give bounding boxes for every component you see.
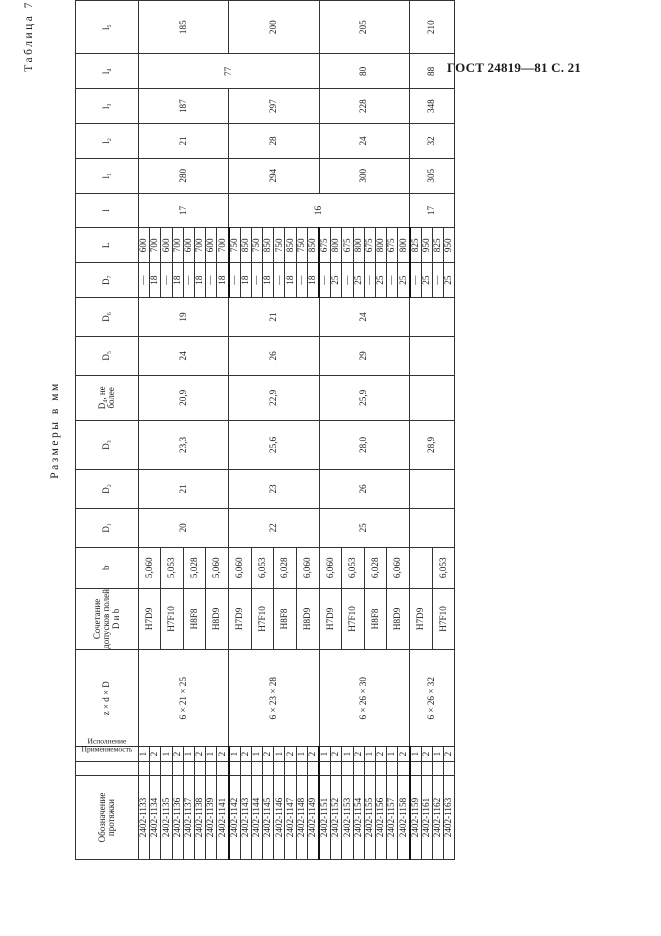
col-designation: Обозначение протяжки: [76, 776, 139, 860]
tolerance-cell: H8F8: [364, 588, 386, 649]
version-cell: 2: [240, 747, 251, 761]
l4-cell: 88: [410, 54, 455, 89]
designation-cell: 2402-1144: [251, 776, 262, 860]
version-cell: 2: [398, 747, 410, 761]
L-cell: 950: [444, 228, 455, 263]
D3-cell: 25,6: [229, 420, 320, 469]
zdD-cell: 6 × 23 × 28: [229, 650, 320, 747]
l4-cell: 80: [319, 54, 410, 89]
L-cell: 850: [307, 228, 319, 263]
table-row: [229, 1, 241, 860]
l2-cell: 28: [229, 124, 320, 159]
D7-cell: —: [229, 263, 241, 298]
L-cell: 800: [353, 228, 364, 263]
l3-cell: 228: [319, 89, 410, 124]
designation-cell: 2402-1134: [150, 776, 161, 860]
version-cell: 2: [444, 747, 455, 761]
D7-cell: 18: [285, 263, 296, 298]
designation-cell: 2402-1148: [296, 776, 307, 860]
designation-cell: 2402-1161: [421, 776, 432, 860]
L-cell: 750: [274, 228, 285, 263]
col-L: L: [76, 228, 139, 263]
D5-cell: 29: [319, 336, 410, 375]
D1-cell: 20: [139, 508, 229, 547]
designation-cell: 2402-1145: [263, 776, 274, 860]
designation-cell: 2402-1162: [432, 776, 443, 860]
D1-cell: 22: [229, 508, 320, 547]
designation-cell: 2402-1155: [364, 776, 375, 860]
designation-cell: 2402-1142: [229, 776, 241, 860]
page-header: ГОСТ 24819—81 С. 21: [447, 60, 581, 75]
application-cell: [161, 761, 172, 775]
designation-cell: 2402-1135: [161, 776, 172, 860]
col-D6: D₆: [76, 298, 139, 337]
l-cell: 17: [410, 193, 455, 228]
D7-cell: 25: [353, 263, 364, 298]
D7-cell: —: [161, 263, 172, 298]
designation-cell: 2402-1146: [274, 776, 285, 860]
version-cell: 1: [319, 747, 331, 761]
table-row: [139, 1, 150, 860]
table-row: [410, 1, 422, 860]
tolerance-cell: H8D9: [387, 588, 410, 649]
rotated-table-area: [23, 0, 577, 860]
col-l5: l₅: [76, 1, 139, 54]
col-tolerance: Сочетание допусков полей D и b: [76, 588, 139, 649]
L-cell: 600: [183, 228, 194, 263]
designation-cell: 2402-1163: [444, 776, 455, 860]
D4-cell: 20,9: [139, 375, 229, 420]
version-cell: 1: [274, 747, 285, 761]
application-cell: [421, 761, 432, 775]
designation-cell: 2402-1151: [319, 776, 331, 860]
designation-cell: 2402-1138: [194, 776, 205, 860]
D7-cell: 25: [331, 263, 342, 298]
b-cell: 6,053: [342, 547, 364, 588]
col-version: Исполнение: [76, 747, 139, 761]
L-cell: 700: [150, 228, 161, 263]
application-cell: [296, 761, 307, 775]
designation-cell: 2402-1153: [342, 776, 353, 860]
D4-cell: [410, 375, 455, 420]
dimensions-table: [75, 0, 455, 860]
l1-cell: 280: [139, 158, 229, 193]
tolerance-cell: H7D9: [139, 588, 161, 649]
application-cell: [375, 761, 386, 775]
b-cell: 5,028: [183, 547, 205, 588]
application-cell: [172, 761, 183, 775]
l3-cell: 187: [139, 89, 229, 124]
version-cell: 1: [432, 747, 443, 761]
D7-cell: 18: [307, 263, 319, 298]
application-cell: [274, 761, 285, 775]
D7-cell: 25: [444, 263, 455, 298]
b-cell: 6,060: [387, 547, 410, 588]
application-cell: [229, 761, 241, 775]
D6-cell: 24: [319, 298, 410, 337]
D3-cell: 28,9: [410, 420, 455, 469]
l2-cell: 21: [139, 124, 229, 159]
designation-cell: 2402-1156: [375, 776, 386, 860]
l5-cell: 210: [410, 1, 455, 54]
zdD-cell: 6 × 21 × 25: [139, 650, 229, 747]
tolerance-cell: H8D9: [296, 588, 319, 649]
version-cell: 2: [375, 747, 386, 761]
l4-cell: 77: [139, 54, 320, 89]
D3-cell: 23,3: [139, 420, 229, 469]
version-cell: 1: [364, 747, 375, 761]
version-cell: 2: [150, 747, 161, 761]
L-cell: 850: [263, 228, 274, 263]
application-cell: [150, 761, 161, 775]
D7-cell: —: [139, 263, 150, 298]
D7-cell: —: [274, 263, 285, 298]
application-cell: [410, 761, 422, 775]
L-cell: 950: [421, 228, 432, 263]
designation-cell: 2402-1136: [172, 776, 183, 860]
version-cell: 1: [183, 747, 194, 761]
designation-cell: 2402-1141: [217, 776, 229, 860]
version-cell: 1: [296, 747, 307, 761]
col-D2: D₂: [76, 469, 139, 508]
L-cell: 850: [285, 228, 296, 263]
application-cell: [251, 761, 262, 775]
tolerance-cell: H8F8: [274, 588, 296, 649]
application-cell: [342, 761, 353, 775]
application-cell: [206, 761, 217, 775]
version-cell: 2: [217, 747, 229, 761]
D6-cell: [410, 298, 455, 337]
L-cell: 675: [364, 228, 375, 263]
tolerance-cell: H7F10: [251, 588, 273, 649]
col-D1: D₁: [76, 508, 139, 547]
D6-cell: 19: [139, 298, 229, 337]
D2-cell: 23: [229, 469, 320, 508]
l-cell: 16: [229, 193, 410, 228]
application-cell: [444, 761, 455, 775]
version-cell: 2: [331, 747, 342, 761]
D7-cell: —: [432, 263, 443, 298]
l3-cell: 297: [229, 89, 320, 124]
b-cell: 6,053: [251, 547, 273, 588]
version-cell: 2: [421, 747, 432, 761]
L-cell: 700: [172, 228, 183, 263]
D4-cell: 22,9: [229, 375, 320, 420]
version-cell: 1: [410, 747, 422, 761]
col-D7: D₇: [76, 263, 139, 298]
version-cell: 2: [353, 747, 364, 761]
D7-cell: 25: [398, 263, 410, 298]
D7-cell: —: [206, 263, 217, 298]
D5-cell: [410, 336, 455, 375]
tolerance-cell: H8F8: [183, 588, 205, 649]
b-cell: 6,028: [274, 547, 296, 588]
L-cell: 700: [194, 228, 205, 263]
L-cell: 825: [432, 228, 443, 263]
D7-cell: 18: [217, 263, 229, 298]
designation-cell: 2402-1137: [183, 776, 194, 860]
application-cell: [353, 761, 364, 775]
col-D3: D₃: [76, 420, 139, 469]
b-cell: 6,060: [319, 547, 342, 588]
b-cell: 6,028: [364, 547, 386, 588]
tolerance-cell: H8D9: [206, 588, 229, 649]
application-cell: [217, 761, 229, 775]
zdD-cell: 6 × 26 × 30: [319, 650, 410, 747]
D4-cell: 25,9: [319, 375, 410, 420]
D5-cell: 24: [139, 336, 229, 375]
designation-cell: 2402-1158: [398, 776, 410, 860]
L-cell: 675: [342, 228, 353, 263]
application-cell: [139, 761, 150, 775]
D7-cell: —: [342, 263, 353, 298]
header-row: [76, 1, 139, 860]
D7-cell: —: [183, 263, 194, 298]
version-cell: 1: [206, 747, 217, 761]
D7-cell: 18: [263, 263, 274, 298]
designation-cell: 2402-1154: [353, 776, 364, 860]
l1-cell: 300: [319, 158, 410, 193]
l2-cell: 24: [319, 124, 410, 159]
D2-cell: 26: [319, 469, 410, 508]
L-cell: 850: [240, 228, 251, 263]
L-cell: 675: [319, 228, 331, 263]
D1-cell: 25: [319, 508, 410, 547]
table-row: [319, 1, 331, 860]
l2-cell: 32: [410, 124, 455, 159]
application-cell: [307, 761, 319, 775]
version-cell: 1: [161, 747, 172, 761]
D5-cell: 26: [229, 336, 320, 375]
col-l2: l₂: [76, 124, 139, 159]
col-l: l: [76, 193, 139, 228]
application-cell: [364, 761, 375, 775]
application-cell: [194, 761, 205, 775]
version-cell: 2: [263, 747, 274, 761]
application-cell: [387, 761, 398, 775]
application-cell: [331, 761, 342, 775]
application-cell: [319, 761, 331, 775]
designation-cell: 2402-1159: [410, 776, 422, 860]
application-cell: [183, 761, 194, 775]
col-D4: D₄, не более: [76, 375, 139, 420]
l1-cell: 294: [229, 158, 320, 193]
designation-cell: 2402-1147: [285, 776, 296, 860]
designation-cell: 2402-1133: [139, 776, 150, 860]
L-cell: 750: [229, 228, 241, 263]
L-cell: 700: [217, 228, 229, 263]
designation-cell: 2402-1149: [307, 776, 319, 860]
D7-cell: —: [410, 263, 422, 298]
D7-cell: —: [387, 263, 398, 298]
application-cell: [263, 761, 274, 775]
version-cell: 1: [387, 747, 398, 761]
zdD-cell: 6 × 26 × 32: [410, 650, 455, 747]
col-l1: l₁: [76, 158, 139, 193]
version-cell: 2: [307, 747, 319, 761]
D7-cell: —: [319, 263, 331, 298]
L-cell: 800: [375, 228, 386, 263]
version-cell: 1: [139, 747, 150, 761]
D2-cell: [410, 469, 455, 508]
application-cell: [398, 761, 410, 775]
b-cell: 5,060: [206, 547, 229, 588]
l5-cell: 205: [319, 1, 410, 54]
version-cell: 1: [342, 747, 353, 761]
tolerance-cell: H7D9: [319, 588, 342, 649]
application-cell: [432, 761, 443, 775]
L-cell: 800: [398, 228, 410, 263]
designation-cell: 2402-1152: [331, 776, 342, 860]
l-cell: 17: [139, 193, 229, 228]
designation-cell: 2402-1139: [206, 776, 217, 860]
L-cell: 675: [387, 228, 398, 263]
l3-cell: 348: [410, 89, 455, 124]
D7-cell: 18: [150, 263, 161, 298]
D2-cell: 21: [139, 469, 229, 508]
version-cell: 1: [251, 747, 262, 761]
L-cell: 600: [161, 228, 172, 263]
b-cell: 6,060: [296, 547, 319, 588]
application-cell: [285, 761, 296, 775]
b-cell: 6,060: [229, 547, 252, 588]
D1-cell: [410, 508, 455, 547]
tolerance-cell: H7D9: [229, 588, 252, 649]
version-cell: 2: [194, 747, 205, 761]
col-application: Применяемость: [76, 761, 139, 775]
D7-cell: 18: [240, 263, 251, 298]
col-b: b: [76, 547, 139, 588]
D3-cell: 28,0: [319, 420, 410, 469]
b-cell: 5,053: [161, 547, 183, 588]
col-l4: l₄: [76, 54, 139, 89]
D7-cell: 25: [375, 263, 386, 298]
L-cell: 825: [410, 228, 422, 263]
b-cell: 6,053: [432, 547, 454, 588]
col-l3: l₃: [76, 89, 139, 124]
b-cell: 5,060: [139, 547, 161, 588]
L-cell: 600: [206, 228, 217, 263]
version-cell: 2: [285, 747, 296, 761]
L-cell: 750: [251, 228, 262, 263]
designation-cell: 2402-1143: [240, 776, 251, 860]
l1-cell: 305: [410, 158, 455, 193]
designation-cell: 2402-1157: [387, 776, 398, 860]
table-caption: Размеры в мм: [49, 381, 61, 479]
tolerance-cell: H7F10: [342, 588, 364, 649]
version-cell: 2: [172, 747, 183, 761]
table-title: Таблица 7: [23, 0, 35, 72]
L-cell: 750: [296, 228, 307, 263]
version-cell: 1: [229, 747, 241, 761]
application-cell: [240, 761, 251, 775]
L-cell: 800: [331, 228, 342, 263]
D7-cell: —: [364, 263, 375, 298]
D7-cell: —: [296, 263, 307, 298]
D7-cell: 25: [421, 263, 432, 298]
D6-cell: 21: [229, 298, 320, 337]
L-cell: 600: [139, 228, 150, 263]
l5-cell: 200: [229, 1, 320, 54]
table-body: [139, 1, 455, 860]
D7-cell: 18: [172, 263, 183, 298]
D7-cell: —: [251, 263, 262, 298]
D7-cell: 18: [194, 263, 205, 298]
tolerance-cell: H7D9: [410, 588, 433, 649]
tolerance-cell: H7F10: [161, 588, 183, 649]
l5-cell: 185: [139, 1, 229, 54]
col-D5: D₅: [76, 336, 139, 375]
tolerance-cell: H7F10: [432, 588, 454, 649]
col-zdD: z × d × D: [76, 650, 139, 747]
b-cell: [410, 547, 433, 588]
